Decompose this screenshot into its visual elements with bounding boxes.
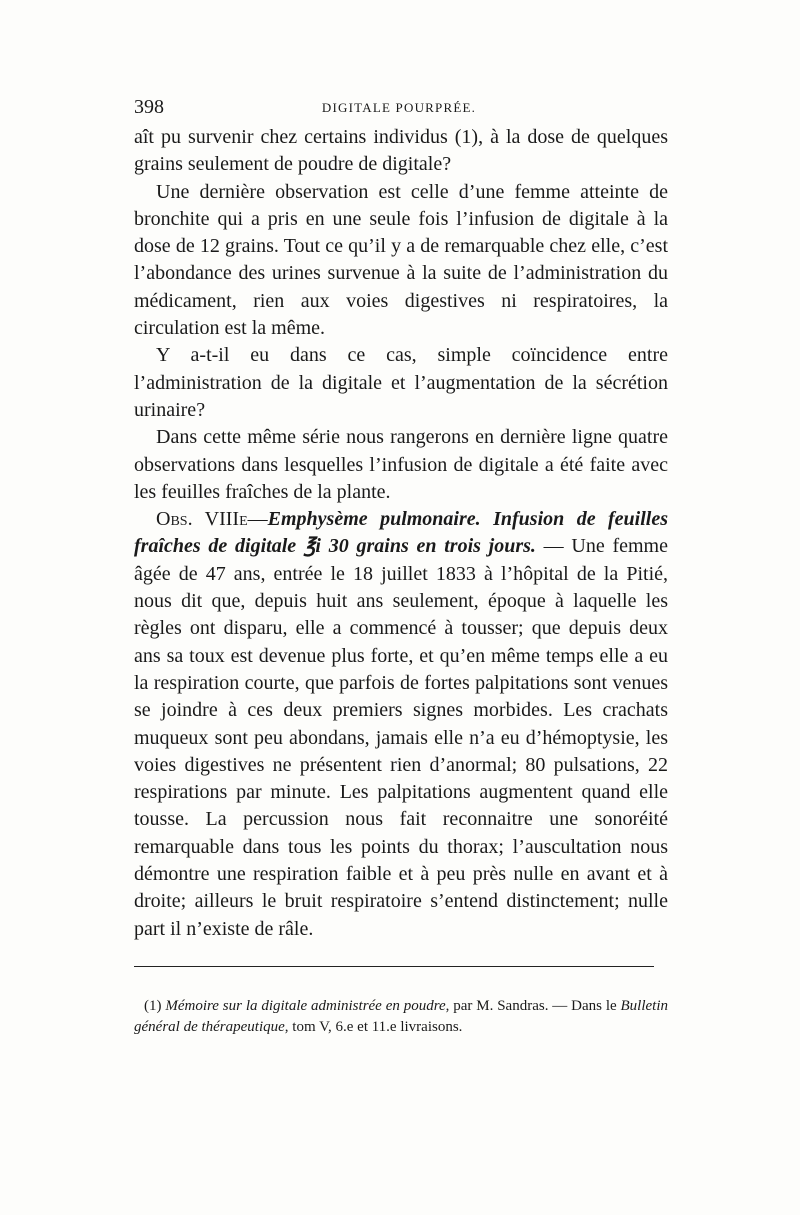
observation-label: Obs. VIIIe—: [156, 508, 268, 531]
footnote-marker: (1): [144, 998, 162, 1014]
footnote: [134, 996, 668, 1037]
paragraph: Une dernière observation est celle d’une femme atteinte de bronchite qui a pris en une seule fois l’infusion de digitale à la dose de 12 grains. Tout ce qu’il y a de remarquable chez elle, c’est l’abondance des urines survenue à la suite de l’administration du médicament, rien aux voies digestives ni respiratoires, la circulation est la même.: [134, 180, 668, 340]
paragraph: aît pu survenir chez certains individus (1), à la dose de quelques grains seulement de poudre de digitale?: [134, 126, 668, 176]
page-number: 398: [134, 96, 164, 118]
footnote-journal: Bulletin général de thérapeutique: [134, 998, 669, 1035]
footnote-reference: , tom V, 6.e et 11.e livraisons.: [284, 1018, 463, 1035]
paragraph: Dans cette même série nous rangerons en dernière ligne quatre observations dans lesquelles l’infusion de digitale a été faite avec les feuilles fraîches de la plante.: [134, 426, 668, 503]
running-title: DIGITALE POURPRÉE.: [321, 100, 477, 115]
footnote-text: [134, 996, 668, 1037]
observation-text: — Une femme âgée de 47 ans, entrée le 18 juillet 1833 à l’hôpital de la Pitié, nous dit que, depuis huit ans seulement, époque à laquelle les règles ont disparu, elle a commencé à tousser; que depuis deux ans sa toux est devenue plus forte, et qu’en même temps elle a eu la respiration courte, que parfois de fortes palpitations sont venues se joindre à ces deux premiers signes morbides. Les crachats muqueux sont peu abondans, jamais elle n’a eu d’hémoptysie, les voies digestives ne présentent rien d’anormal; 80 pulsations, 22 respirations par minute. Les palpitations augmentent quand elle tousse. La percussion nous fait reconnaitre une sonoréité remarquable dans tous les points du thorax; l’auscultation nous démontre une respiration faible et à peu près nulle en avant et à droite; ailleurs le bruit respiratoire s’entend distinctement; nulle part il n’existe de râle.: [134, 535, 668, 940]
footnote-author: , par M. Sandras. — Dans le: [445, 998, 621, 1014]
footnote-title: Mémoire sur la digitale administrée en poudre: [161, 998, 446, 1014]
observation-paragraph: [134, 506, 668, 943]
main-text: [134, 124, 668, 943]
footnote-rule: [134, 966, 654, 967]
paragraph: Y a-t-il eu dans ce cas, simple coïncidence entre l’administration de la digitale et l’augmentation de la sécrétion urinaire?: [134, 344, 668, 421]
observation-title: Emphysème pulmonaire. Infusion de feuilles fraîches de digitale ℥i 30 grains en trois jours.: [134, 508, 669, 558]
page-header: [134, 96, 664, 122]
